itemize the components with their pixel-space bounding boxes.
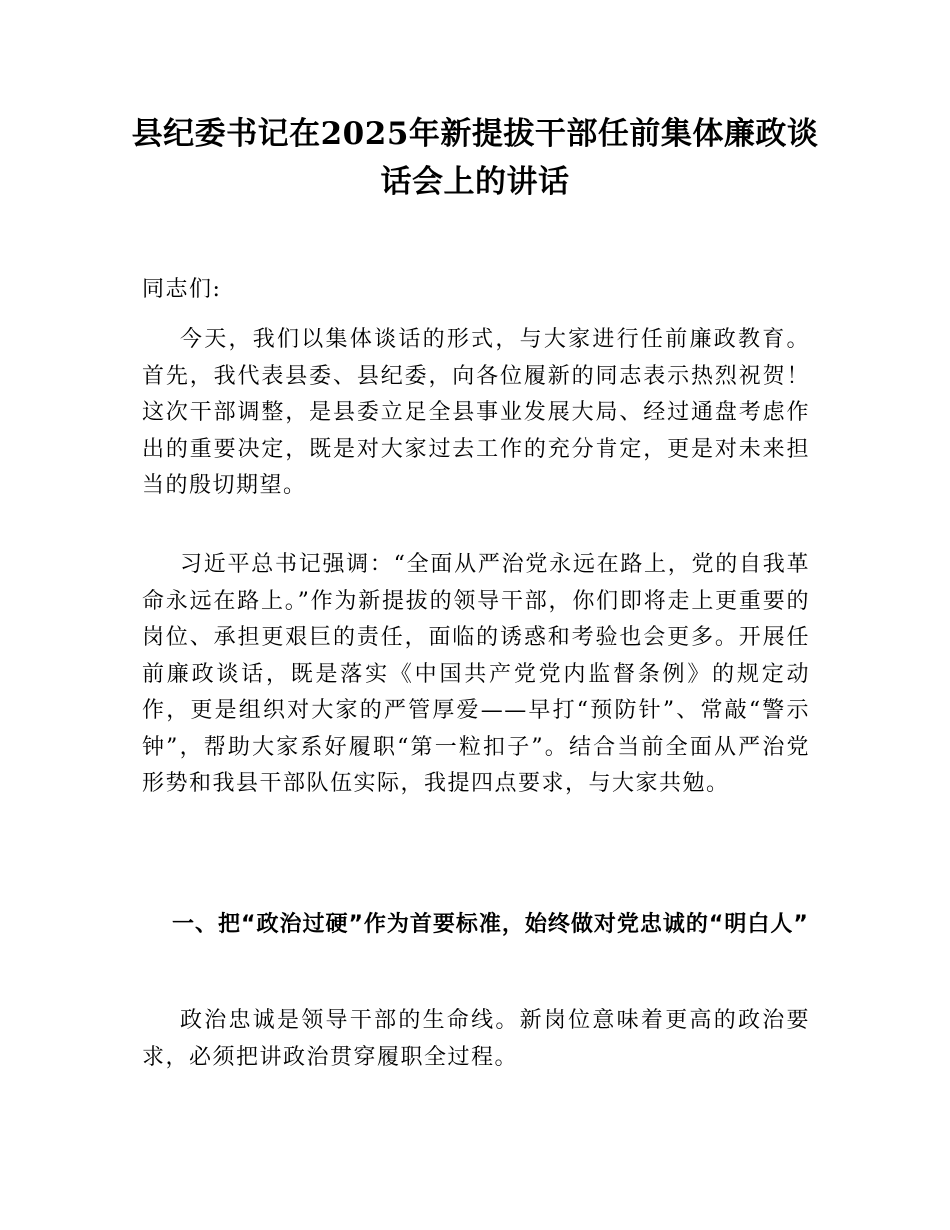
document-title: 县纪委书记在2025年新提拔干部任前集体廉政谈话会上的讲话 xyxy=(131,116,819,200)
paragraph-intro: 今天，我们以集体谈话的形式，与大家进行任前廉政教育。首先，我代表县委、县纪委，向各位履新的同志表示热烈祝贺！这次干部调整，是县委立足全县事业发展大局、经过通盘考虑作出的重要决定，既是对大家过去工作的充分肯定，更是对未来担当的殷切期望。 xyxy=(142,327,810,498)
section-1-paragraph: 政治忠诚是领导干部的生命线。新岗位意味着更高的政治要求，必须把讲政治贯穿履职全过程。 xyxy=(142,1008,810,1070)
section-heading-1: 一、把“政治过硬”作为首要标准，始终做对党忠诚的“明白人” xyxy=(172,912,809,937)
greeting: 同志们: xyxy=(142,277,222,302)
paragraph-requirements: 习近平总书记强调：“全面从严治党永远在路上，党的自我革命永远在路上。”作为新提拔的领导干部，你们即将走上更重要的岗位、承担更艰巨的责任，面临的诱惑和考验也会更多。开展任前廉政谈话，既是落实《中国共产党党内监督条例》的规定动作，更是组织对大家的严管厚爱——早打“预防针”、常敲“警示钟”，帮助大家系好履职“第一粒扣子”。结合当前全面从严治党形势和我县干部队伍实际，我提四点要求，与大家共勉。 xyxy=(142,552,810,796)
